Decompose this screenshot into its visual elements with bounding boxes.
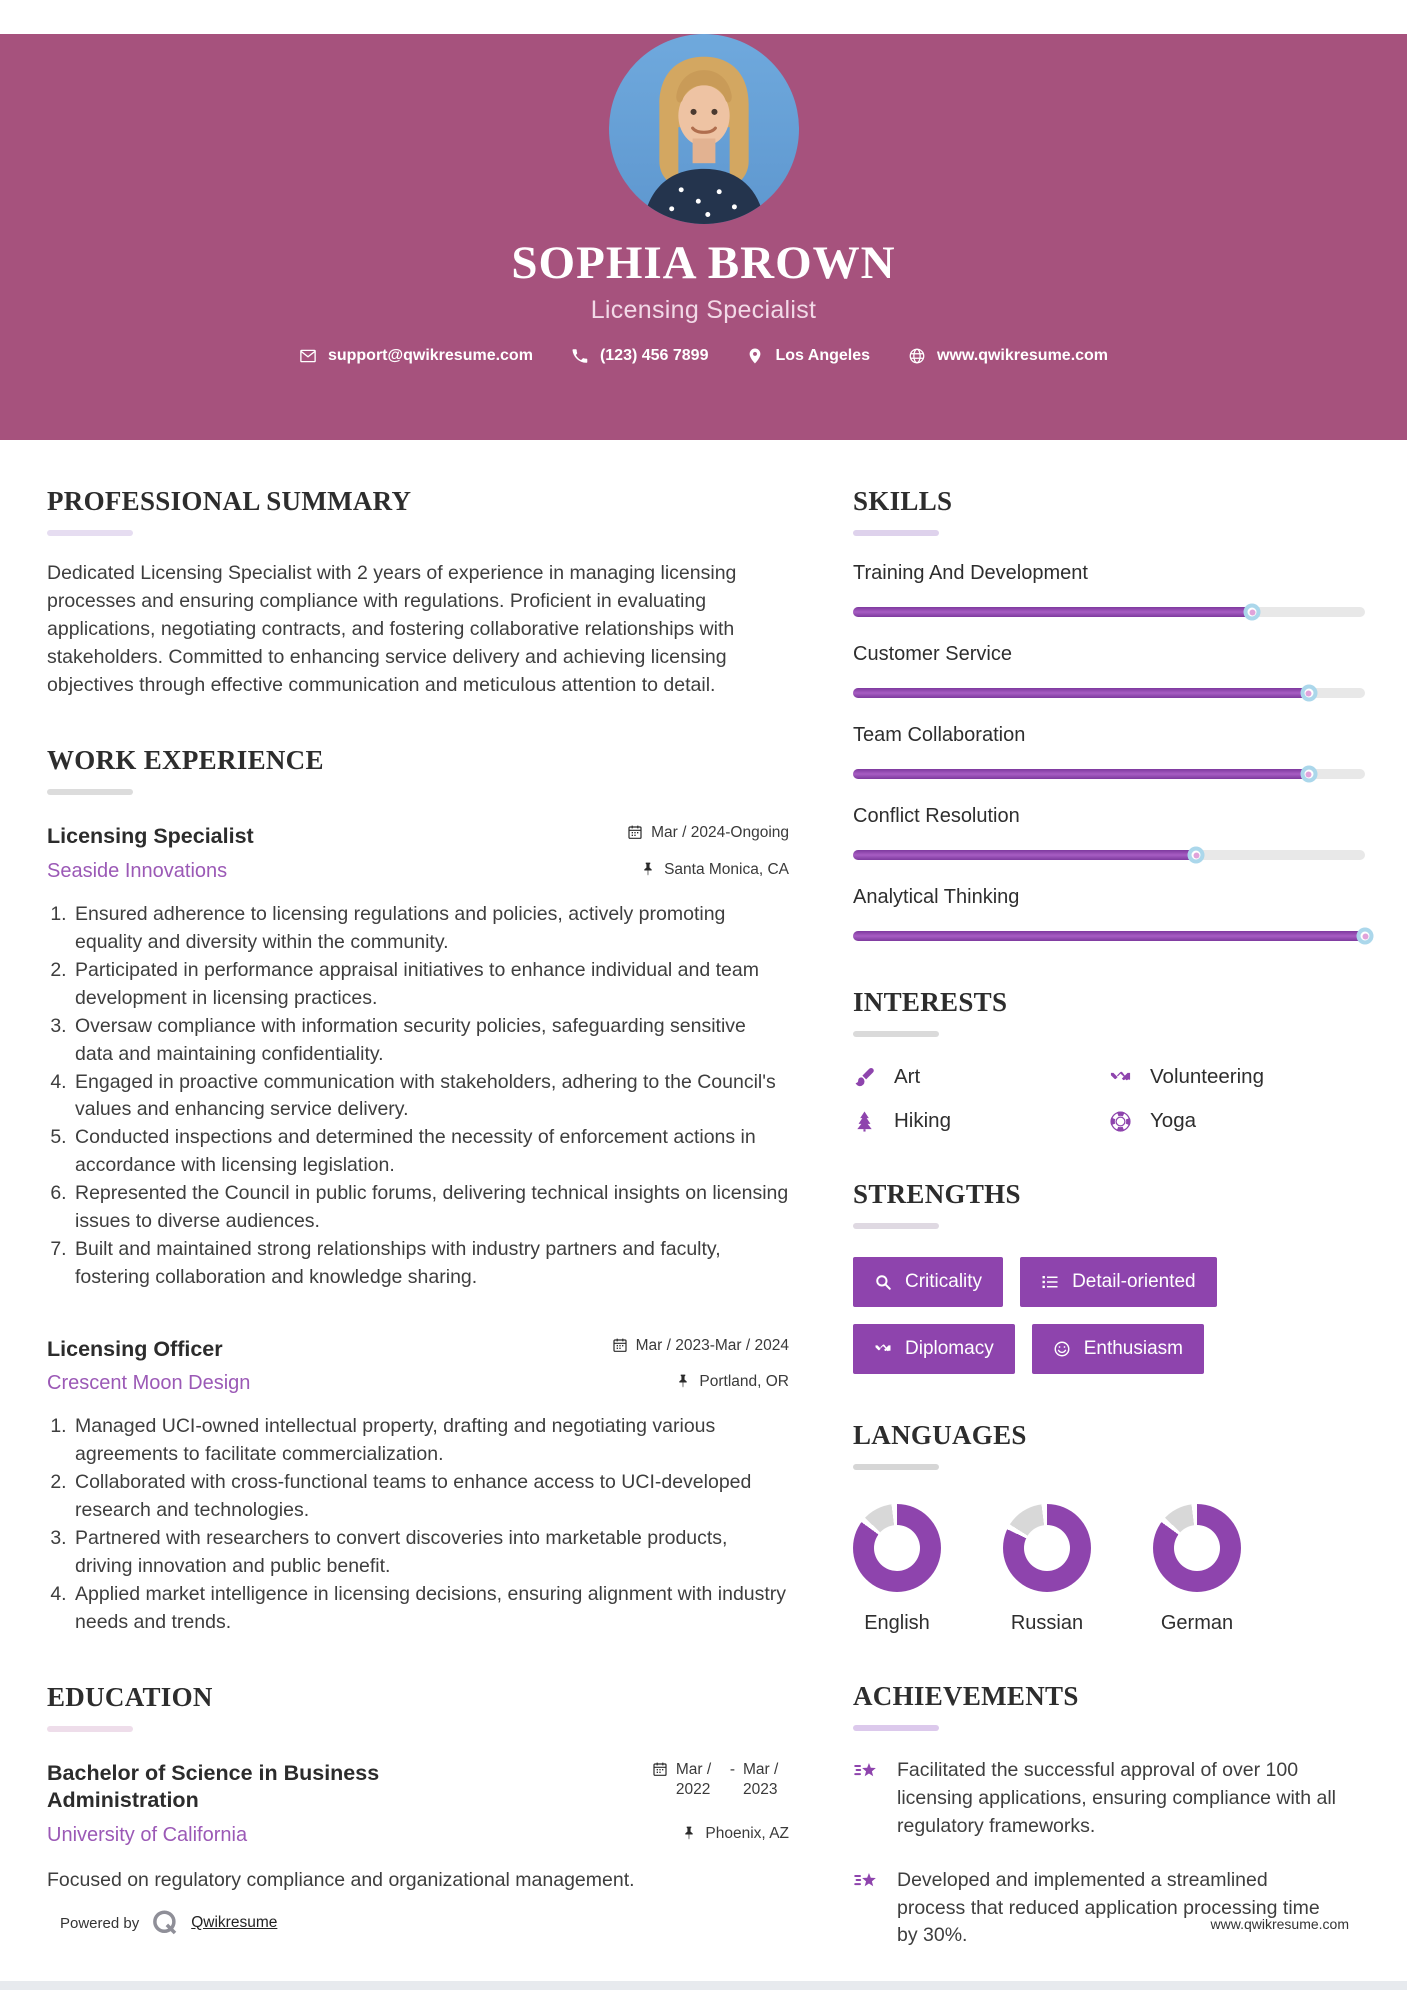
strength-label: Enthusiasm xyxy=(1083,1338,1183,1359)
contact-text: Los Angeles xyxy=(775,347,871,364)
footer-powered-by xyxy=(60,1908,277,1938)
skill-item xyxy=(853,805,1365,860)
pushpin-icon xyxy=(640,861,656,877)
job-location: Portland, OR xyxy=(675,1372,789,1391)
skill-label: Customer Service xyxy=(853,643,1012,665)
interests-grid xyxy=(853,1065,1365,1133)
candidate-job-title: Licensing Specialist xyxy=(590,296,817,324)
education-date: Mar / 2022 - Mar / 2023 xyxy=(652,1760,789,1799)
phone-icon xyxy=(571,347,589,365)
language-label: English xyxy=(864,1612,930,1634)
shooting-star-icon xyxy=(853,1759,880,1841)
interest-item xyxy=(1109,1065,1365,1089)
list-icon xyxy=(1041,1273,1059,1291)
contact-item[interactable] xyxy=(908,347,1108,365)
heading-underline xyxy=(47,530,133,536)
languages-list xyxy=(853,1504,1365,1635)
job-entry xyxy=(47,1336,789,1637)
section-work-experience xyxy=(47,745,789,1636)
strength-badge xyxy=(853,1324,1015,1374)
interest-label: Hiking xyxy=(894,1109,951,1132)
job-date: Mar / 2023-Mar / 2024 xyxy=(612,1336,789,1355)
contact-text: (123) 456 7899 xyxy=(599,347,709,364)
interest-item xyxy=(853,1109,1109,1133)
contact-item[interactable] xyxy=(571,347,709,365)
company-link[interactable]: Crescent Moon Design xyxy=(47,1372,251,1395)
skill-item xyxy=(853,643,1365,698)
job-bullet: 4. Engaged in proactive communication with stakeholders, adhering to the Council's values and enhancing service delivery. xyxy=(72,1069,789,1125)
smiley-icon xyxy=(1053,1340,1071,1358)
skill-item xyxy=(853,562,1365,617)
job-bullet: 3. Oversaw compliance with information security policies, safeguarding sensitive data and maintaining confidentiality. xyxy=(72,1013,789,1069)
interest-label: Art xyxy=(894,1065,921,1088)
strength-badge xyxy=(853,1257,1003,1307)
section-heading: ACHIEVEMENTS xyxy=(853,1681,1079,1711)
contact-text: www.qwikresume.com xyxy=(937,347,1109,364)
strength-badge xyxy=(1020,1257,1217,1307)
contact-text: support@qwikresume.com xyxy=(327,347,533,364)
interest-item xyxy=(853,1065,1109,1089)
skill-slider-fill xyxy=(853,931,1365,941)
skill-label: Conflict Resolution xyxy=(853,805,1020,827)
job-bullet-list xyxy=(47,1413,789,1636)
contact-item[interactable] xyxy=(299,347,533,365)
section-heading: LANGUAGES xyxy=(853,1420,1027,1450)
interest-label: Yoga xyxy=(1150,1109,1196,1132)
company-link[interactable]: Seaside Innovations xyxy=(47,860,228,883)
job-bullet: 3. Partnered with researchers to convert discoveries into marketable products, driving innovation and public benefit. xyxy=(72,1525,789,1581)
map-pin-icon xyxy=(746,347,764,365)
skill-label: Team Collaboration xyxy=(853,724,1026,746)
achievement-text: Facilitated the successful approval of over 100 licensing applications, ensuring compliance with all regulatory frameworks. xyxy=(897,1759,1336,1837)
language-label: Russian xyxy=(1010,1612,1084,1634)
language-item xyxy=(1153,1504,1241,1635)
section-interests xyxy=(853,987,1365,1133)
language-item xyxy=(853,1504,941,1635)
achievement-item xyxy=(853,1757,1365,1841)
strength-badge xyxy=(1032,1324,1204,1374)
skill-slider-thumb xyxy=(1188,847,1205,864)
envelope-icon xyxy=(299,347,317,365)
avatar-illustration xyxy=(609,34,799,224)
skill-item xyxy=(853,724,1365,779)
skill-slider-fill xyxy=(853,850,1196,860)
footer-website[interactable]: www.qwikresume.com xyxy=(1210,1916,1349,1932)
contact-row xyxy=(0,347,1407,365)
strength-label: Criticality xyxy=(905,1271,983,1292)
skill-slider-fill xyxy=(853,607,1252,617)
job-bullet: 2. Collaborated with cross-functional teams to enhance access to UCI-developed research and technologies. xyxy=(72,1469,789,1525)
interest-label: Volunteering xyxy=(1150,1065,1264,1088)
achievement-text: Developed and implemented a streamlined process that reduced application processing time by 30%. xyxy=(897,1868,1320,1947)
education-location: Phoenix, AZ xyxy=(681,1824,789,1843)
section-languages xyxy=(853,1420,1365,1635)
job-bullet: 2. Participated in performance appraisal initiatives to enhance individual and team development in licensing practices. xyxy=(72,957,789,1013)
job-bullet: 6. Represented the Council in public forums, delivering technical insights on licensing issues to diverse audiences. xyxy=(72,1180,789,1236)
lifebuoy-icon xyxy=(1109,1110,1132,1133)
skill-slider-thumb xyxy=(1244,604,1261,621)
section-heading: WORK EXPERIENCE xyxy=(47,745,324,776)
job-bullet: 4. Applied market intelligence in licensing decisions, ensuring alignment with industry needs and trends. xyxy=(72,1581,789,1637)
language-item xyxy=(1003,1504,1091,1635)
section-heading: STRENGTHS xyxy=(853,1179,1021,1209)
section-education xyxy=(47,1682,789,1895)
heading-underline xyxy=(853,1031,939,1037)
interest-item xyxy=(1109,1109,1365,1133)
pushpin-icon xyxy=(675,1373,691,1389)
heading-underline xyxy=(47,789,133,795)
section-heading: SKILLS xyxy=(853,486,953,516)
avatar xyxy=(609,34,799,224)
job-date: Mar / 2024-Ongoing xyxy=(627,823,789,842)
skill-label: Training And Development xyxy=(853,562,1088,584)
job-title: Licensing Officer xyxy=(47,1336,223,1361)
shooting-star-icon xyxy=(853,1869,880,1951)
job-bullet: 5. Conducted inspections and determined the necessity of enforcement actions in accordance with licensing legislation. xyxy=(72,1124,789,1180)
calendar-icon xyxy=(652,1761,668,1777)
language-donut-chart xyxy=(1153,1504,1241,1592)
section-heading: EDUCATION xyxy=(47,1682,213,1713)
section-professional-summary xyxy=(47,486,789,699)
job-bullet-list xyxy=(47,901,789,1291)
section-heading: PROFESSIONAL SUMMARY xyxy=(47,486,412,516)
heading-underline xyxy=(853,1223,939,1229)
skill-slider xyxy=(853,688,1365,698)
job-entry xyxy=(47,823,789,1291)
qwikresume-link[interactable]: Qwikresume xyxy=(191,1914,278,1931)
qwikresume-logo-icon xyxy=(150,1908,180,1938)
job-bullet: 1. Ensured adherence to licensing regulations and policies, actively promoting equality and diversity within the community. xyxy=(72,901,789,957)
globe-icon xyxy=(908,347,926,365)
language-label: German xyxy=(1160,1612,1234,1634)
skill-slider xyxy=(853,607,1365,617)
job-bullet: 7. Built and maintained strong relationships with industry partners and faculty, fostering collaboration and knowledge sharing. xyxy=(72,1236,789,1292)
contact-item[interactable] xyxy=(746,347,870,365)
skill-item xyxy=(853,886,1365,941)
job-location: Santa Monica, CA xyxy=(640,860,789,879)
strength-label: Diplomacy xyxy=(905,1338,994,1359)
language-donut-chart xyxy=(1003,1504,1091,1592)
skill-slider xyxy=(853,850,1365,860)
calendar-icon xyxy=(612,1337,628,1353)
skill-slider-fill xyxy=(853,769,1309,779)
section-achievements xyxy=(853,1681,1365,1950)
job-bullet: 1. Managed UCI-owned intellectual property, drafting and negotiating various agreements to facilitate commercialization. xyxy=(72,1413,789,1469)
school-link[interactable]: University of California xyxy=(47,1824,248,1847)
skill-slider-thumb xyxy=(1357,928,1374,945)
handshake-icon xyxy=(874,1340,892,1358)
pine-tree-icon xyxy=(853,1110,876,1133)
right-column xyxy=(853,486,1365,1990)
heading-underline xyxy=(853,1464,939,1470)
summary-text: Dedicated Licensing Specialist with 2 years of experience in managing licensing processes and ensuring compliance with regulations. Proficient in evaluating applications, negotiating contracts, and fostering collaborative relationships with stakeholders. Committed to enhancing service delivery and achieving licensing objectives through effective communication and meticulous attention to detail. xyxy=(47,562,737,696)
section-heading: INTERESTS xyxy=(853,987,1008,1017)
education-description: Focused on regulatory compliance and organizational management. xyxy=(47,1869,635,1892)
calendar-icon xyxy=(627,824,643,840)
job-title: Licensing Specialist xyxy=(47,824,254,849)
education-entry xyxy=(47,1760,789,1895)
page-bottom-edge xyxy=(0,1981,1407,1990)
powered-by-text: Powered by xyxy=(60,1914,140,1932)
achievement-item xyxy=(853,1867,1365,1951)
header xyxy=(0,34,1407,440)
skill-slider-fill xyxy=(853,688,1309,698)
left-column xyxy=(47,486,789,1990)
skill-label: Analytical Thinking xyxy=(853,886,1020,908)
handshake-icon xyxy=(1109,1066,1132,1089)
heading-underline xyxy=(47,1726,133,1732)
candidate-name: SOPHIA BROWN xyxy=(511,237,896,289)
skill-slider-thumb xyxy=(1300,685,1317,702)
section-skills xyxy=(853,486,1365,941)
heading-underline xyxy=(853,1725,939,1731)
strengths-list xyxy=(853,1257,1323,1374)
heading-underline xyxy=(853,530,939,536)
skill-slider-thumb xyxy=(1300,766,1317,783)
degree-title: Bachelor of Science in Business Administration xyxy=(47,1761,380,1813)
search-icon xyxy=(874,1273,892,1291)
skills-list xyxy=(853,562,1365,941)
section-strengths xyxy=(853,1179,1365,1374)
skill-slider xyxy=(853,931,1365,941)
skill-slider xyxy=(853,769,1365,779)
strength-label: Detail-oriented xyxy=(1072,1271,1196,1292)
language-donut-chart xyxy=(853,1504,941,1592)
pushpin-icon xyxy=(681,1825,697,1841)
paintbrush-icon xyxy=(853,1066,876,1089)
resume-body xyxy=(0,440,1407,1990)
